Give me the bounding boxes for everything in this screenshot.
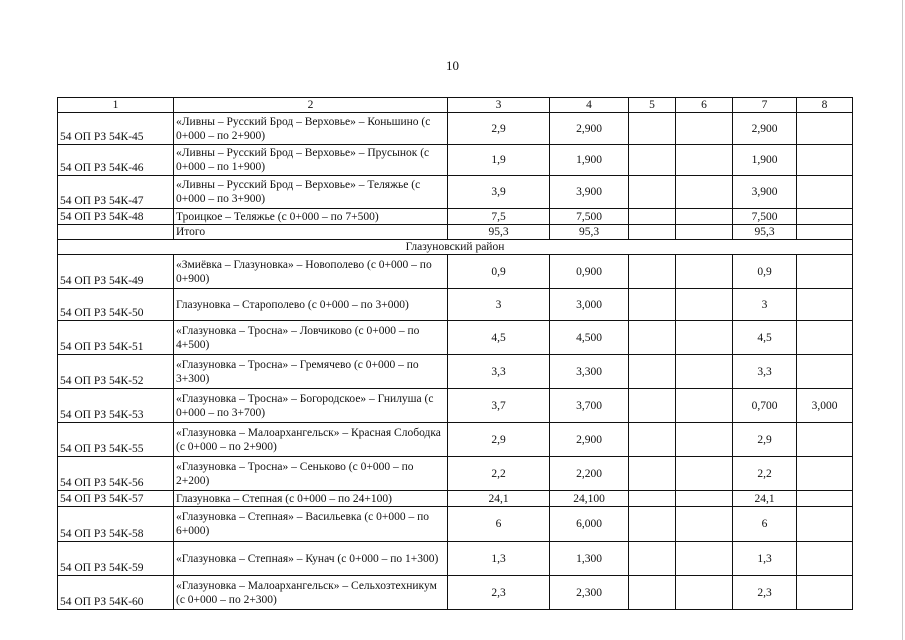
road-code-cell: 54 ОП РЗ 54К-57 [58, 491, 174, 507]
value-cell-c4: 3,900 [550, 176, 629, 209]
value-cell-c6 [676, 389, 733, 423]
table-row [58, 176, 853, 209]
value-cell-c3: 3 [448, 289, 550, 321]
value-cell-c5 [629, 209, 676, 225]
table-row [58, 542, 853, 576]
total-c6-cell [676, 225, 733, 240]
page-edge-line [902, 0, 903, 640]
table-row [58, 491, 853, 507]
table-row [58, 255, 853, 289]
table-row [58, 321, 853, 355]
road-code-cell: 54 ОП РЗ 54К-52 [58, 355, 174, 389]
value-cell-c3: 2,2 [448, 457, 550, 491]
value-cell-c6 [676, 321, 733, 355]
column-header: 7 [733, 98, 797, 113]
value-cell-c6 [676, 289, 733, 321]
road-name-cell: «Глазуновка – Малоархангельск» – Красная Слободка (с 0+000 – по 2+900) [174, 423, 448, 457]
value-cell-c7: 2,900 [733, 113, 797, 145]
value-cell-c7: 3,3 [733, 355, 797, 389]
value-cell-c8 [797, 542, 853, 576]
value-cell-c3: 3,7 [448, 389, 550, 423]
value-cell-c6 [676, 355, 733, 389]
value-cell-c6 [676, 542, 733, 576]
value-cell-c4: 2,200 [550, 457, 629, 491]
value-cell-c7: 6 [733, 507, 797, 542]
table-row [58, 355, 853, 389]
road-code-cell: 54 ОП РЗ 54К-60 [58, 576, 174, 610]
value-cell-c6 [676, 113, 733, 145]
road-code-cell: 54 ОП РЗ 54К-47 [58, 176, 174, 209]
value-cell-c3: 7,5 [448, 209, 550, 225]
road-name-cell: Троицкое – Теляжье (с 0+000 – по 7+500) [174, 209, 448, 225]
value-cell-c3: 24,1 [448, 491, 550, 507]
value-cell-c3: 0,9 [448, 255, 550, 289]
value-cell-c8 [797, 507, 853, 542]
value-cell-c5 [629, 542, 676, 576]
road-name-cell: «Змиёвка – Глазуновка» – Новополево (с 0+000 – по 0+900) [174, 255, 448, 289]
road-code-cell: 54 ОП РЗ 54К-53 [58, 389, 174, 423]
value-cell-c4: 3,700 [550, 389, 629, 423]
value-cell-c6 [676, 457, 733, 491]
value-cell-c6 [676, 491, 733, 507]
total-c5-cell [629, 225, 676, 240]
road-name-cell: «Глазуновка – Тросна» – Сеньково (с 0+000 – по 2+200) [174, 457, 448, 491]
district-title: Глазуновский район [58, 240, 853, 255]
value-cell-c4: 2,900 [550, 113, 629, 145]
value-cell-c7: 0,700 [733, 389, 797, 423]
road-code-cell: 54 ОП РЗ 54К-48 [58, 209, 174, 225]
road-name-cell: «Ливны – Русский Брод – Верховье» – Прусынок (с 0+000 – по 1+900) [174, 145, 448, 176]
table-row [58, 113, 853, 145]
value-cell-c4: 6,000 [550, 507, 629, 542]
value-cell-c8 [797, 145, 853, 176]
value-cell-c4: 1,900 [550, 145, 629, 176]
table-row [58, 209, 853, 225]
value-cell-c4: 24,100 [550, 491, 629, 507]
value-cell-c4: 3,300 [550, 355, 629, 389]
column-header: 6 [676, 98, 733, 113]
total-c3-cell: 95,3 [448, 225, 550, 240]
road-name-cell: Глазуновка – Старополево (с 0+000 – по 3+000) [174, 289, 448, 321]
table-row [58, 576, 853, 610]
value-cell-c5 [629, 176, 676, 209]
road-code-cell: 54 ОП РЗ 54К-49 [58, 255, 174, 289]
column-number-row [58, 98, 853, 113]
value-cell-c7: 4,5 [733, 321, 797, 355]
total-c7-cell: 95,3 [733, 225, 797, 240]
value-cell-c3: 6 [448, 507, 550, 542]
road-code-cell: 54 ОП РЗ 54К-55 [58, 423, 174, 457]
value-cell-c6 [676, 576, 733, 610]
road-name-cell: «Глазуновка – Тросна» – Гремячево (с 0+000 – по 3+300) [174, 355, 448, 389]
road-code-cell: 54 ОП РЗ 54К-51 [58, 321, 174, 355]
value-cell-c5 [629, 355, 676, 389]
road-name-cell: «Глазуновка – Тросна» – Ловчиково (с 0+000 – по 4+500) [174, 321, 448, 355]
road-code-cell: 54 ОП РЗ 54К-50 [58, 289, 174, 321]
value-cell-c6 [676, 209, 733, 225]
value-cell-c5 [629, 491, 676, 507]
column-header: 3 [448, 98, 550, 113]
total-row [58, 225, 853, 240]
district-row [58, 240, 853, 255]
value-cell-c6 [676, 423, 733, 457]
road-name-cell: «Глазуновка – Тросна» – Богородское» – Гнилуша (с 0+000 – по 3+700) [174, 389, 448, 423]
value-cell-c8 [797, 423, 853, 457]
value-cell-c4: 2,900 [550, 423, 629, 457]
value-cell-c7: 2,3 [733, 576, 797, 610]
value-cell-c8 [797, 289, 853, 321]
value-cell-c5 [629, 576, 676, 610]
value-cell-c8 [797, 576, 853, 610]
value-cell-c7: 3,900 [733, 176, 797, 209]
value-cell-c7: 7,500 [733, 209, 797, 225]
value-cell-c7: 2,2 [733, 457, 797, 491]
value-cell-c6 [676, 176, 733, 209]
column-header: 4 [550, 98, 629, 113]
column-header: 8 [797, 98, 853, 113]
table-row [58, 145, 853, 176]
road-code-cell: 54 ОП РЗ 54К-59 [58, 542, 174, 576]
road-name-cell: «Глазуновка – Степная» – Васильевка (с 0+000 – по 6+000) [174, 507, 448, 542]
value-cell-c4: 7,500 [550, 209, 629, 225]
value-cell-c8 [797, 113, 853, 145]
value-cell-c8 [797, 457, 853, 491]
value-cell-c6 [676, 145, 733, 176]
value-cell-c5 [629, 389, 676, 423]
value-cell-c7: 24,1 [733, 491, 797, 507]
road-code-cell: 54 ОП РЗ 54К-45 [58, 113, 174, 145]
table-row [58, 423, 853, 457]
total-c8-cell [797, 225, 853, 240]
total-empty-cell [58, 225, 174, 240]
value-cell-c8 [797, 355, 853, 389]
value-cell-c5 [629, 423, 676, 457]
value-cell-c3: 2,9 [448, 423, 550, 457]
value-cell-c7: 0,9 [733, 255, 797, 289]
value-cell-c4: 4,500 [550, 321, 629, 355]
value-cell-c5 [629, 255, 676, 289]
value-cell-c4: 3,000 [550, 289, 629, 321]
value-cell-c5 [629, 289, 676, 321]
value-cell-c3: 3,9 [448, 176, 550, 209]
road-code-cell: 54 ОП РЗ 54К-46 [58, 145, 174, 176]
value-cell-c6 [676, 255, 733, 289]
column-header: 2 [174, 98, 448, 113]
value-cell-c7: 1,900 [733, 145, 797, 176]
value-cell-c4: 0,900 [550, 255, 629, 289]
table-row [58, 389, 853, 423]
column-header: 1 [58, 98, 174, 113]
total-label-cell: Итого [174, 225, 448, 240]
value-cell-c3: 4,5 [448, 321, 550, 355]
value-cell-c4: 1,300 [550, 542, 629, 576]
value-cell-c5 [629, 507, 676, 542]
road-name-cell: «Глазуновка – Степная» – Кунач (с 0+000 – по 1+300) [174, 542, 448, 576]
road-name-cell: «Ливны – Русский Брод – Верховье» – Коньшино (с 0+000 – по 2+900) [174, 113, 448, 145]
value-cell-c3: 2,9 [448, 113, 550, 145]
value-cell-c8 [797, 255, 853, 289]
value-cell-c3: 3,3 [448, 355, 550, 389]
value-cell-c5 [629, 321, 676, 355]
roads-table [57, 97, 853, 610]
value-cell-c7: 3 [733, 289, 797, 321]
value-cell-c8 [797, 321, 853, 355]
value-cell-c8 [797, 176, 853, 209]
road-name-cell: «Глазуновка – Малоархангельск» – Сельхозтехникум (с 0+000 – по 2+300) [174, 576, 448, 610]
road-code-cell: 54 ОП РЗ 54К-56 [58, 457, 174, 491]
value-cell-c6 [676, 507, 733, 542]
page-number: 10 [446, 58, 459, 73]
value-cell-c4: 2,300 [550, 576, 629, 610]
value-cell-c8: 3,000 [797, 389, 853, 423]
value-cell-c5 [629, 113, 676, 145]
value-cell-c8 [797, 491, 853, 507]
column-header: 5 [629, 98, 676, 113]
value-cell-c7: 1,3 [733, 542, 797, 576]
table-row [58, 507, 853, 542]
total-c4-cell: 95,3 [550, 225, 629, 240]
value-cell-c3: 1,3 [448, 542, 550, 576]
value-cell-c3: 1,9 [448, 145, 550, 176]
value-cell-c8 [797, 209, 853, 225]
value-cell-c5 [629, 457, 676, 491]
value-cell-c5 [629, 145, 676, 176]
table-row [58, 289, 853, 321]
road-name-cell: «Ливны – Русский Брод – Верховье» – Теляжье (с 0+000 – по 3+900) [174, 176, 448, 209]
value-cell-c7: 2,9 [733, 423, 797, 457]
road-code-cell: 54 ОП РЗ 54К-58 [58, 507, 174, 542]
value-cell-c3: 2,3 [448, 576, 550, 610]
road-name-cell: Глазуновка – Степная (с 0+000 – по 24+100) [174, 491, 448, 507]
table-row [58, 457, 853, 491]
